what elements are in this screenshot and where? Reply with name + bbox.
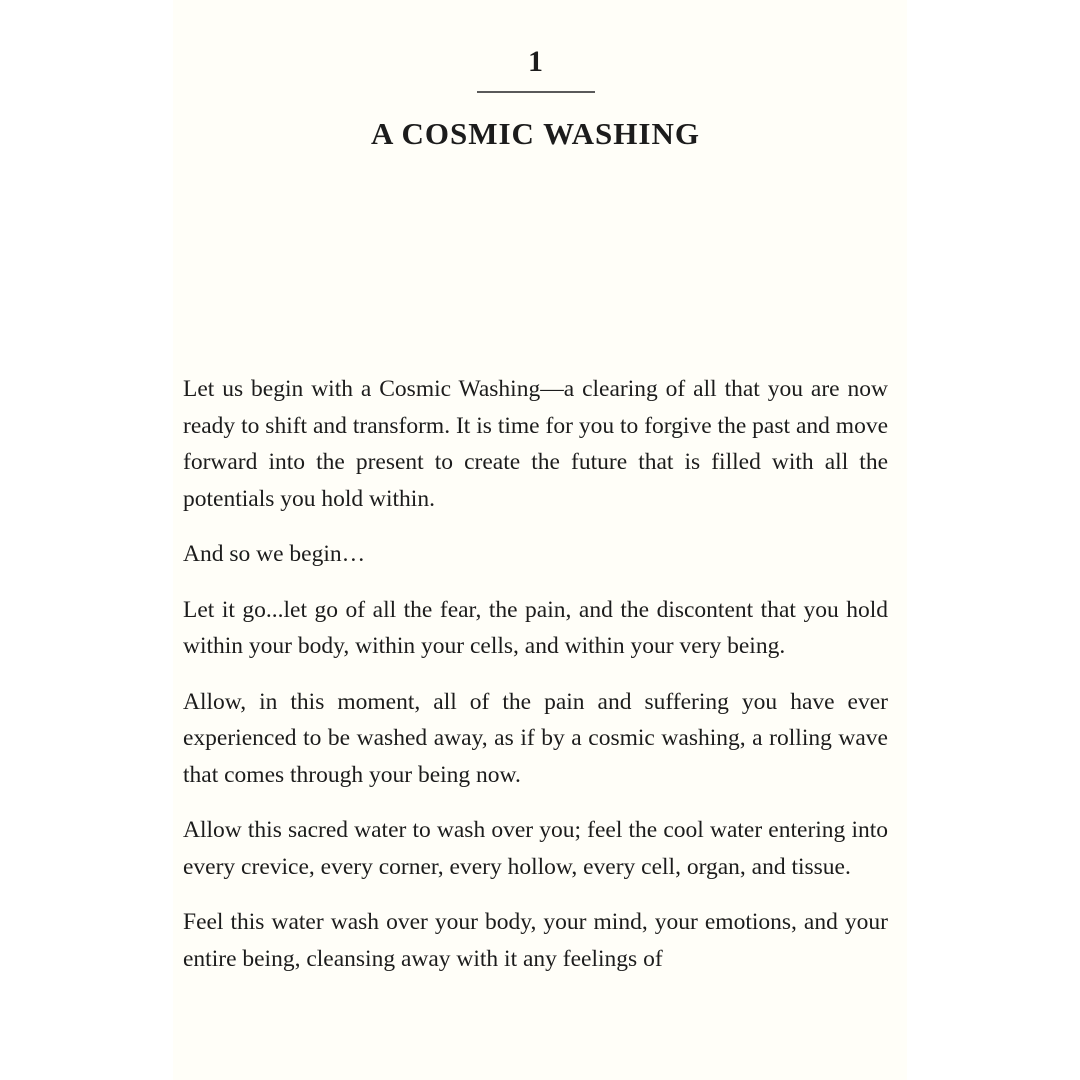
book-page xyxy=(173,0,907,1080)
chapter-divider xyxy=(477,91,595,93)
chapter-body xyxy=(183,371,888,977)
paragraph: Let it go...let go of all the fear, the pain, and the discontent that you hold within your body, within your cells, and within your very being. xyxy=(183,596,888,659)
chapter-number: 1 xyxy=(528,45,543,78)
paragraph: Feel this water wash over your body, your mind, your emotions, and your entire being, cleansing away with it any feelings of xyxy=(183,909,888,972)
chapter-title: A COSMIC WASHING xyxy=(371,116,700,151)
paragraph: Let us begin with a Cosmic Washing—a clearing of all that you are now ready to shift and transform. It is time for you to forgive the past and move forward into the present to create the future that is filled with all the potentials you hold within. xyxy=(183,376,888,512)
paragraph: Allow, in this moment, all of the pain and suffering you have ever experienced to be washed away, as if by a cosmic washing, a rolling wave that comes through your being now. xyxy=(183,688,888,788)
paragraph: Allow this sacred water to wash over you; feel the cool water entering into every crevice, every corner, every hollow, every cell, organ, and tissue. xyxy=(183,817,888,880)
paragraph: And so we begin… xyxy=(183,541,366,567)
chapter-header xyxy=(183,0,888,153)
